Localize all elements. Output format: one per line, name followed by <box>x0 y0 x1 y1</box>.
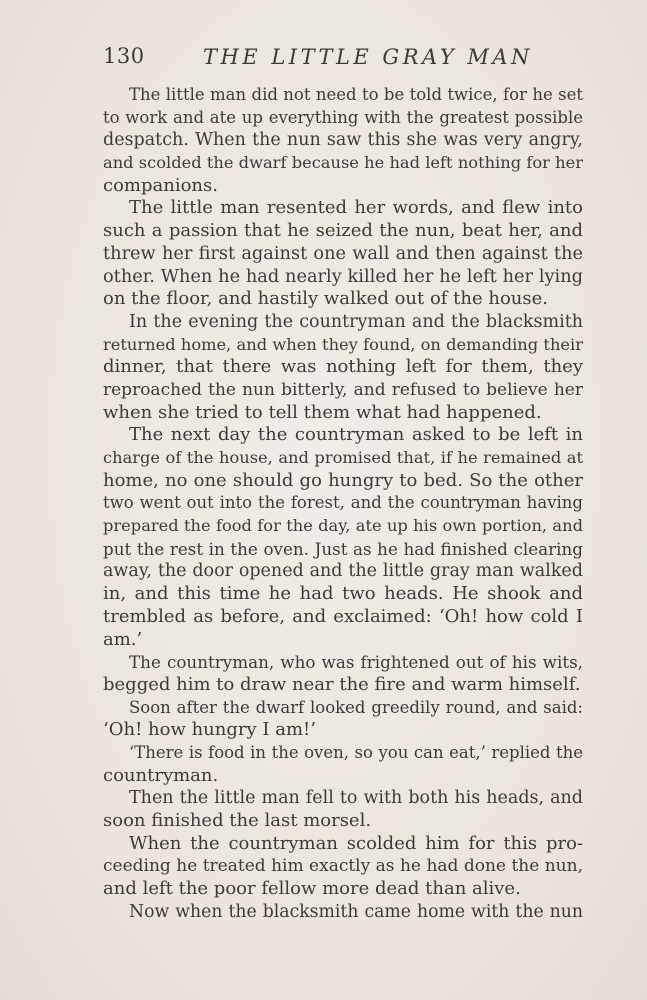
text-line: returned home, and when they found, on demanding their <box>103 334 583 354</box>
text-line: companions. <box>103 174 218 196</box>
text-line: Then the little man fell to with both his heads, and <box>129 788 583 809</box>
text-line: on the floor, and hastily walked out of the house. <box>103 288 549 310</box>
text-line: away, the door opened and the little gray man walked <box>103 561 583 582</box>
text-line: put the rest in the oven. Just as he had finished clearing <box>103 538 583 559</box>
text-line: countryman. <box>103 764 219 786</box>
text-line: other. When he had nearly killed her he left her lying <box>103 266 583 287</box>
text-line: home, no one should go hungry to bed. So the other <box>103 469 583 491</box>
text-line: soon finished the last morsel. <box>103 810 372 831</box>
text-line: The countryman, who was frightened out of his wits, <box>129 652 583 673</box>
text-line: The little man did not need to be told twice, for he set <box>129 85 583 104</box>
running-head: THE LITTLE GRAY MAN <box>203 45 533 69</box>
text-line: The little man resented her words, and flew into <box>129 197 583 219</box>
text-line: reproached the nun bitterly, and refused to believe her <box>103 379 583 400</box>
text-line: prepared the food for the day, ate up his own portion, and <box>103 516 583 536</box>
text-line: and scolded the dwarf because he had left nothing for her <box>103 153 583 173</box>
text-line: such a passion that he seized the nun, beat her, and <box>103 220 583 242</box>
page-number: 130 <box>103 44 145 68</box>
text-line: despatch. When the nun saw this she was very angry, <box>103 130 583 151</box>
text-line: two went out into the forest, and the countryman having <box>103 493 583 513</box>
text-line: and left the poor fellow more dead than alive. <box>103 878 521 900</box>
text-line: The next day the countryman asked to be left in <box>129 424 583 446</box>
text-line: charge of the house, and promised that, if he remained at <box>103 448 583 467</box>
text-line: When the countryman scolded him for this pro- <box>129 832 583 854</box>
text-line: In the evening the countryman and the blacksmith <box>129 311 583 332</box>
text-line: when she tried to tell them what had happened. <box>103 401 542 423</box>
text-line: to work and ate up everything with the greatest possible <box>103 107 583 127</box>
text-line: dinner, that there was nothing left for them, they <box>103 356 583 378</box>
text-line: ceeding he treated him exactly as he had done the nun, <box>103 856 583 877</box>
text-line: am.’ <box>103 628 143 650</box>
body-text <box>103 84 583 923</box>
text-line: Soon after the dwarf looked greedily round, and said: <box>129 697 583 717</box>
text-line: threw her first against one wall and then against the <box>103 243 583 264</box>
text-line: in, and this time he had two heads. He shook and <box>103 583 583 605</box>
text-line: begged him to draw near the fire and warm himself. <box>103 673 581 695</box>
text-line: trembled as before, and exclaimed: ‘Oh! how cold I <box>103 605 583 627</box>
text-line: ‘There is food in the oven, so you can eat,’ replied the <box>129 742 583 762</box>
page-header <box>103 44 583 76</box>
text-line: ‘Oh! how hungry I am!’ <box>103 719 316 741</box>
text-line: Now when the blacksmith came home with the nun <box>129 901 583 922</box>
